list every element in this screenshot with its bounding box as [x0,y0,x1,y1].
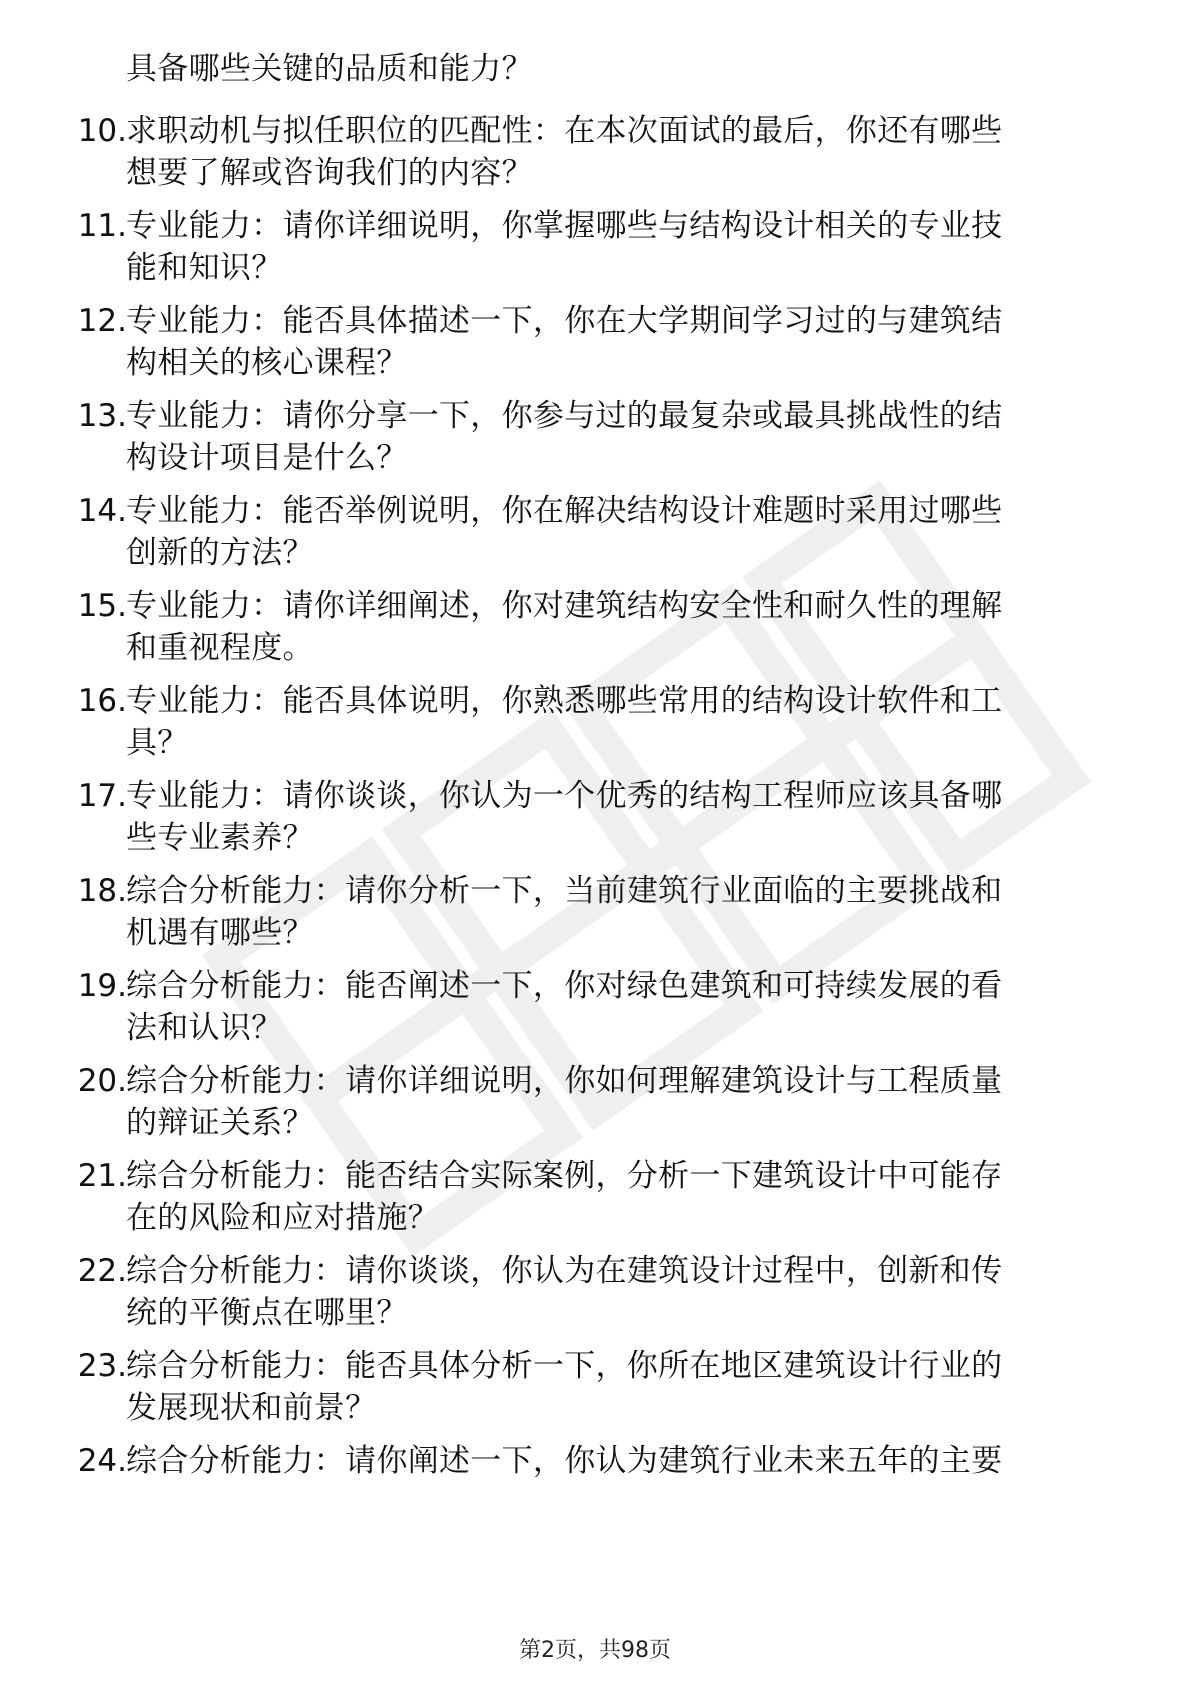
question-text [126,1250,1126,1334]
question-text-line: 机遇有哪些？ [126,915,314,951]
question-text [126,395,1126,479]
question-text-line: 综合分析能力：请你阐述一下，你认为建筑行业未来五年的主要 [126,1443,1003,1479]
question-number: 19. [77,968,127,1004]
question-text-line: 专业能力：能否具体说明，你熟悉哪些常用的结构设计软件和工 [126,683,1003,719]
question-text-line: 综合分析能力：请你详细说明，你如何理解建筑设计与工程质量 [126,1063,1003,1099]
question-text [126,1155,1126,1239]
question-text-line: 专业能力：请你分享一下，你参与过的最复杂或最具挑战性的结 [126,398,1003,434]
question-text-line: 求职动机与拟任职位的匹配性：在本次面试的最后，你还有哪些 [126,113,1003,149]
question-text-line: 创新的方法？ [126,535,314,571]
question-text [126,585,1126,669]
question-number: 10. [77,113,127,149]
question-number: 17. [77,778,127,814]
question-text-line: 些专业素养？ [126,820,314,856]
question-text-line: 和重视程度。 [126,630,314,666]
question-number: 12. [77,303,127,339]
question-text [126,205,1126,289]
page-footer: 第2页，共98页 [519,1638,671,1663]
question-text-line: 发展现状和前景？ [126,1390,377,1426]
question-text [126,775,1126,859]
question-text [126,110,1126,194]
question-text-line: 综合分析能力：能否阐述一下，你对绿色建筑和可持续发展的看 [126,968,1003,1004]
question-number: 20. [77,1063,127,1099]
question-number: 11. [77,208,127,244]
question-number: 22. [77,1253,127,1289]
question-number: 23. [77,1348,127,1384]
question-text-line: 专业能力：请你详细阐述，你对建筑结构安全性和耐久性的理解 [126,588,1003,624]
question-text-line: 的辩证关系？ [126,1105,314,1141]
question-text-line: 在的风险和应对措施？ [126,1200,439,1236]
question-text-line: 专业能力：能否具体描述一下，你在大学期间学习过的与建筑结 [126,303,1003,339]
question-text-line: 专业能力：能否举例说明，你在解决结构设计难题时采用过哪些 [126,493,1003,529]
question-text-line: 法和认识？ [126,1010,283,1046]
question-text-line: 专业能力：请你详细说明，你掌握哪些与结构设计相关的专业技 [126,208,1003,244]
question-text-line: 构设计项目是什么？ [126,440,408,476]
question-number: 14. [77,493,127,529]
question-text [126,1345,1126,1429]
question-number: 16. [77,683,127,719]
question-text [126,300,1126,384]
question-text-line: 想要了解或咨询我们的内容？ [126,155,533,191]
question-text [126,490,1126,574]
question-text-line: 综合分析能力：能否结合实际案例，分析一下建筑设计中可能存 [126,1158,1003,1194]
question-text-line: 综合分析能力：请你分析一下，当前建筑行业面临的主要挑战和 [126,873,1003,909]
question-text [126,1060,1126,1144]
question-text [126,870,1126,954]
question-text-line: 能和知识？ [126,250,283,286]
question-number: 21. [77,1158,127,1194]
question-text-line: 构相关的核心课程？ [126,345,408,381]
question-text-line: 专业能力：请你谈谈，你认为一个优秀的结构工程师应该具备哪 [126,778,1003,814]
continued-question-text: 具备哪些关键的品质和能力？ [126,51,533,87]
question-number: 15. [77,588,127,624]
question-number: 18. [77,873,127,909]
question-text [126,965,1126,1049]
question-number: 24. [77,1443,127,1479]
question-text-line: 具？ [126,725,189,761]
question-text-line: 综合分析能力：能否具体分析一下，你所在地区建筑设计行业的 [126,1348,1003,1384]
question-text-line: 统的平衡点在哪里？ [126,1295,408,1331]
question-text [126,680,1126,764]
question-number: 13. [77,398,127,434]
question-text [126,1440,1126,1482]
question-text-line: 综合分析能力：请你谈谈，你认为在建筑设计过程中，创新和传 [126,1253,1003,1289]
